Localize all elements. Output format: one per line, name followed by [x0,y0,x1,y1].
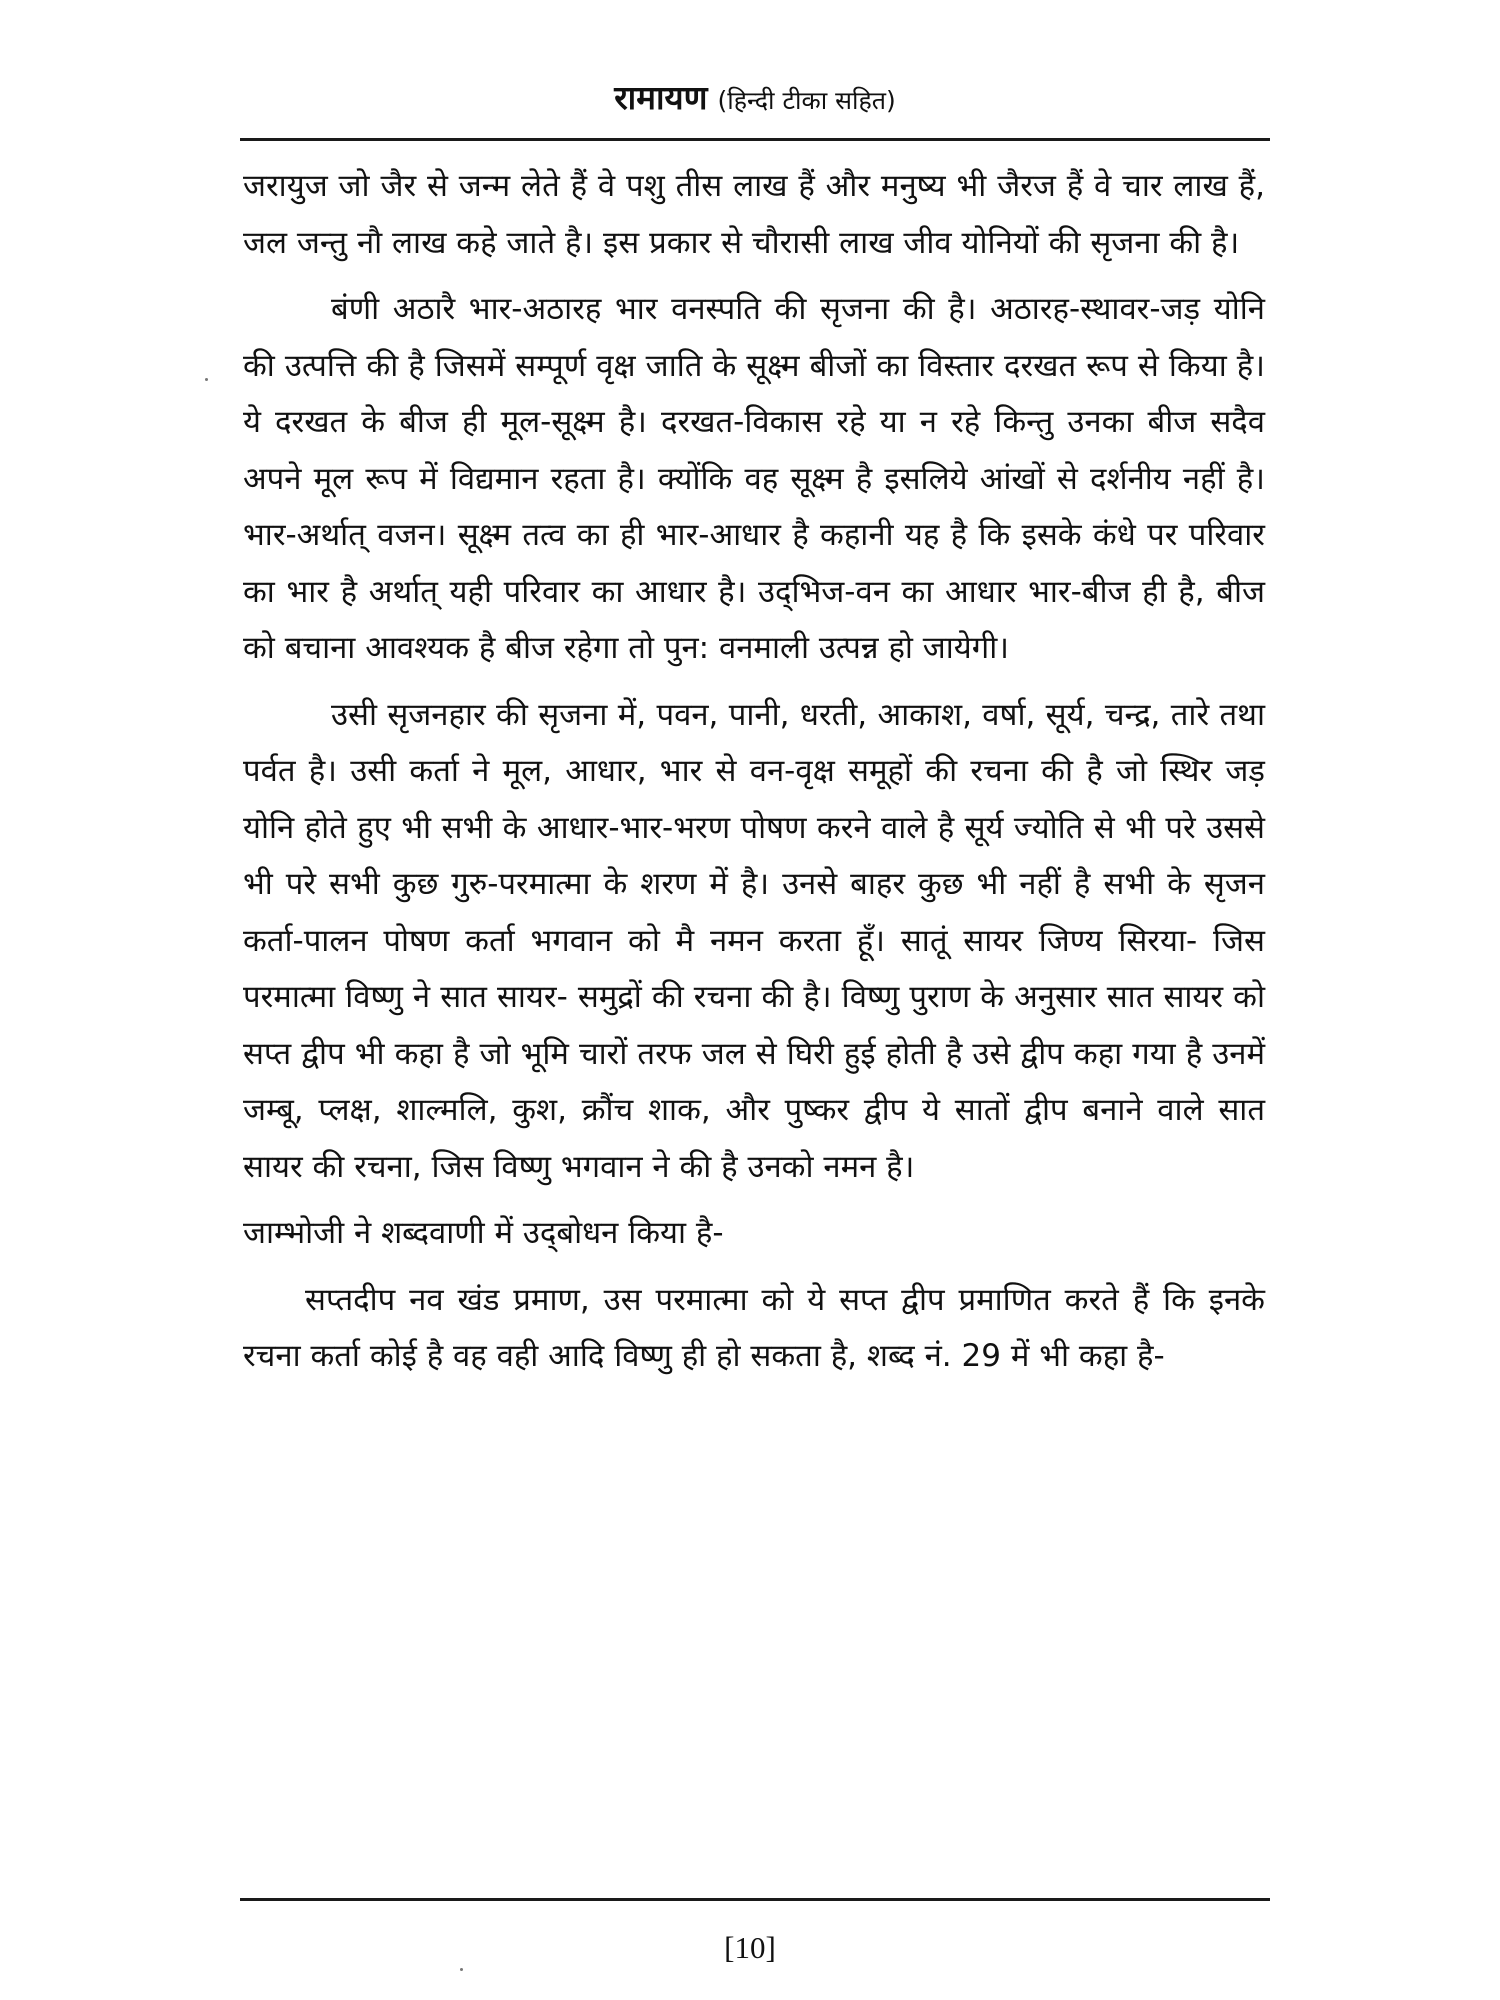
page-number: [10] [724,1930,776,1965]
footer-rule [240,1898,1270,1901]
scan-speck [460,1968,463,1971]
header-rule [240,138,1270,141]
book-title: रामायण [614,78,708,117]
paragraph-srijanhar: उसी सृजनहार की सृजना में, पवन, पानी, धरती, आकाश, वर्षा, सूर्य, चन्द्र, तारे तथा पर्वत है। उसी कर्ता ने मूल, आधार, भार से वन-वृक्ष समूहों की रचना की है जो स्थिर जड़ योनि होते हुए भी सभी के आधार-भार-भरण पोषण करने वाले है सूर्य ज्योति से भी परे उससे भी परे सभी कुछ गुरु-परमात्मा के शरण में है। उनसे बाहर कुछ भी नहीं है सभी के सृजन कर्ता-पालन पोषण कर्ता भगवान को मै नमन करता हूँ। सातूं सायर जिण्य सिरया- जिस परमात्मा विष्णु ने सात सायर- समुद्रों की रचना की है। विष्णु पुराण के अनुसार सात सायर को सप्त द्वीप भी कहा है जो भूमि चारों तरफ जल से घिरी हुई होती है उसे द्वीप कहा गया है उनमें जम्बू, प्लक्ष, शाल्मलि, कुश, क्रौंच शाक, और पुष्कर द्वीप ये सातों द्वीप बनाने वाले सात सायर की रचना, जिस विष्णु भगवान ने की है उनको नमन है। [243,696,1265,1185]
book-subtitle: (हिन्दी टीका सहित) [717,86,896,115]
running-header [240,70,1270,132]
paragraph-jarayuj: जरायुज जो जैर से जन्म लेते हैं वे पशु तीस लाख हैं और मनुष्य भी जैरज हैं वे चार लाख हैं, जल जन्तु नौ लाख कहे जाते है। इस प्रकार से चौरासी लाख जीव योनियों की सृजना की है। [243,168,1265,261]
paragraph-jambhoji-intro: जाम्भोजी ने शब्दवाणी में उद्‌बोधन किया है- [243,1215,724,1251]
page-body [243,158,1265,1385]
paragraph-saptadeep: सप्तदीप नव खंड प्रमाण, उस परमात्मा को ये सप्त द्वीप प्रमाणित करते हैं कि इनके रचना कर्ता कोई है वह वही आदि विष्णु ही हो सकता है, शब्द नं. 29 में भी कहा है- [243,1281,1265,1374]
paragraph-vanaspati: बंणी अठारै भार-अठारह भार वनस्पति की सृजना की है। अठारह-स्थावर-जड़ योनि की उत्पत्ति की है जिसमें सम्पूर्ण वृक्ष जाति के सूक्ष्म बीजों का विस्तार दरखत रूप से किया है। ये दरखत के बीज ही मूल-सूक्ष्म है। दरखत-विकास रहे या न रहे किन्तु उनका बीज सदैव अपने मूल रूप में विद्यमान रहता है। क्योंकि वह सूक्ष्म है इसलिये आंखों से दर्शनीय नहीं है। भार-अर्थात् वजन। सूक्ष्म तत्व का ही भार-आधार है कहानी यह है कि इसके कंधे पर परिवार का भार है अर्थात् यही परिवार का आधार है। उद्‌भिज-वन का आधार भार-बीज ही है, बीज को बचाना आवश्यक है बीज रहेगा तो पुन: वनमाली उत्पन्न हो जायेगी। [243,291,1265,666]
scan-speck [205,378,208,381]
